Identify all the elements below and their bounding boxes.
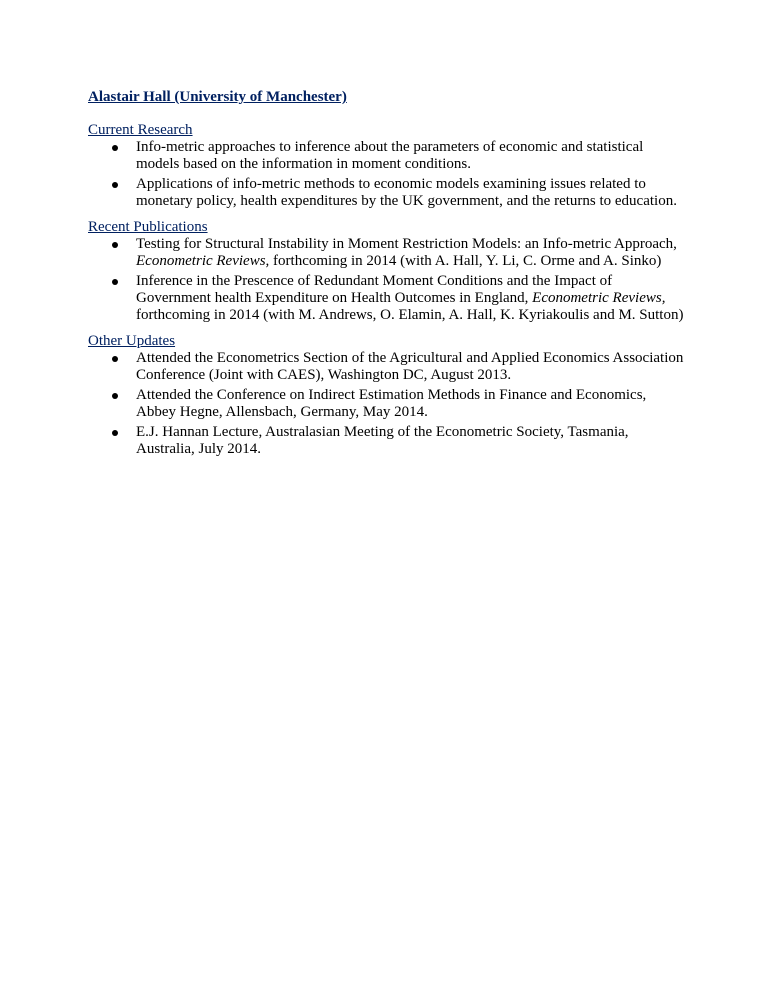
publication-text-before: Inference in the Prescence of Redundant Moment Conditions and the Impact of Government health Expenditure on Health Outcomes in England,: [136, 273, 613, 306]
other-updates-section: [88, 333, 688, 458]
publication-text-before: Testing for Structural Instability in Moment Restriction Models: an Info-metric Approach,: [136, 236, 677, 252]
list-item-text: Attended the Econometrics Section of the Agricultural and Applied Economics Association Conference (Joint with CAES), Washington DC, August 2013.: [136, 350, 684, 383]
publication-journal: Econometric Reviews,: [532, 290, 666, 306]
list-item-text: E.J. Hannan Lecture, Australasian Meeting of the Econometric Society, Tasmania, Australia, July 2014.: [136, 424, 629, 457]
bullet-icon: [112, 279, 118, 285]
current-research-title: Current Research: [88, 122, 193, 138]
document-page: [88, 89, 688, 467]
current-research-list: [88, 139, 688, 210]
list-item-text: Info-metric approaches to inference about the parameters of economic and statistical models based on the information in moment conditions.: [136, 139, 644, 172]
publication-journal: Econometric Reviews,: [136, 253, 270, 269]
author-heading: Alastair Hall (University of Manchester): [88, 89, 347, 105]
current-research-section: [88, 122, 688, 210]
list-item: [88, 350, 688, 384]
publication-text-after: forthcoming in 2014 (with M. Andrews, O. Elamin, A. Hall, K. Kyriakoulis and M. Sutton): [136, 307, 684, 323]
list-item: [88, 139, 688, 173]
other-updates-title: Other Updates: [88, 333, 176, 349]
recent-publications-section: [88, 219, 688, 324]
bullet-icon: [112, 393, 118, 399]
list-item: [88, 387, 688, 421]
bullet-icon: [112, 145, 118, 151]
list-item: [88, 236, 688, 270]
list-item-text: Attended the Conference on Indirect Estimation Methods in Finance and Economics, Abbey Hegne, Allensbach, Germany, May 2014.: [136, 387, 647, 420]
other-updates-list: [88, 350, 688, 458]
bullet-icon: [112, 356, 118, 362]
bullet-icon: [112, 242, 118, 248]
list-item: [88, 273, 688, 324]
publication-text-after: forthcoming in 2014 (with A. Hall, Y. Li, C. Orme and A. Sinko): [269, 253, 662, 269]
list-item: [88, 424, 688, 458]
list-item-text: Applications of info-metric methods to economic models examining issues related to monetary policy, health expenditures by the UK government, and the returns to education.: [136, 176, 677, 209]
bullet-icon: [112, 182, 118, 188]
bullet-icon: [112, 430, 118, 436]
recent-publications-list: [88, 236, 688, 324]
list-item: [88, 176, 688, 210]
recent-publications-title: Recent Publications: [88, 219, 208, 235]
